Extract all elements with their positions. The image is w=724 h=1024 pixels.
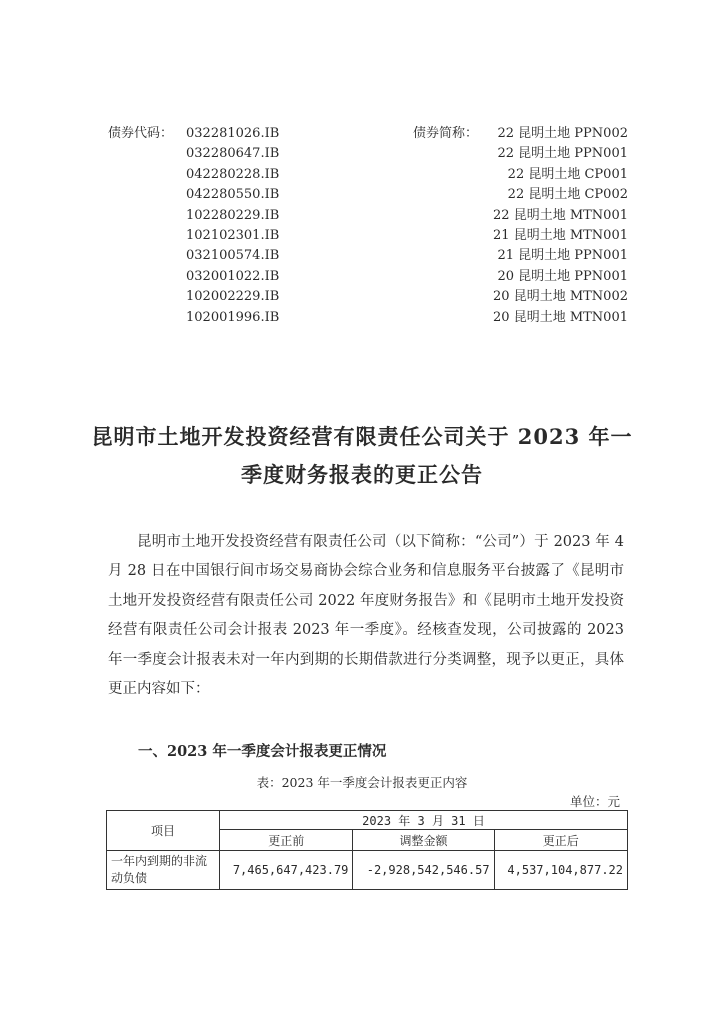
correction-table: [106, 810, 628, 890]
announcement-body: [108, 528, 624, 704]
title-line-2: 季度财务报表的更正公告: [241, 462, 483, 487]
bond-code: 032281026.IB: [186, 126, 280, 141]
bond-row: [108, 267, 628, 287]
bond-code: 032280647.IB: [186, 146, 280, 162]
bond-row: [108, 226, 628, 246]
title-line-1: 昆明市土地开发投资经营有限责任公司关于 2023 年一: [91, 424, 633, 449]
body-paragraph: 昆明市土地开发投资经营有限责任公司（以下简称：“公司”）于 2023 年 4 月 28 日在中国银行间市场交易商协会综合业务和信息服务平台披露了《昆明市土地开发投资经营有限责任公司 2022 年度财务报告》和《昆明市土地开发投资经营有限责任公司会计报表 2023 年一季度》。经核查发现，公司披露的 2023 年一季度会计报表未对一年内到期的长期借款进行分类调整，现予以更正，具体更正内容如下：: [108, 534, 624, 698]
bond-abbr: 20 昆明土地 PPN001: [497, 268, 628, 284]
column-header: 更正前: [220, 830, 353, 851]
column-header: 调整金额: [353, 830, 494, 851]
bond-row: [108, 308, 628, 328]
bond-abbr: 22 昆明土地 CP001: [507, 166, 628, 182]
bond-abbr: 20 昆明土地 MTN001: [493, 309, 628, 325]
table-unit: 单位：元: [569, 794, 620, 809]
cell-after: 4,537,104,877.22: [494, 851, 627, 890]
bond-abbr: 22 昆明土地 CP002: [507, 187, 628, 203]
bond-code: 032001022.IB: [186, 268, 280, 284]
bond-abbr-label: 债券简称：: [412, 126, 478, 141]
cell-adjustment: -2,928,542,546.57: [353, 851, 494, 890]
table-caption: 表：2023 年一季度会计报表更正内容: [256, 775, 468, 790]
bond-abbr: 21 昆明土地 MTN001: [493, 227, 628, 243]
bond-abbr: 22 昆明土地 MTN001: [493, 207, 628, 223]
date-header: 2023 年 3 月 31 日: [220, 811, 628, 830]
cell-before: 7,465,647,423.79: [220, 851, 353, 890]
bond-row: [108, 124, 628, 144]
bond-code: 042280550.IB: [186, 187, 280, 203]
bond-row: [108, 165, 628, 185]
bond-row: [108, 144, 628, 164]
bond-code: 102002229.IB: [186, 289, 280, 305]
row-item: 一年内到期的非流动负债: [107, 851, 220, 890]
bond-code: 042280228.IB: [186, 166, 280, 182]
column-header: 更正后: [494, 830, 627, 851]
bond-abbr: 22 昆明土地 PPN001: [497, 146, 628, 162]
bond-code: 102001996.IB: [186, 309, 280, 325]
bond-abbr: 22 昆明土地 PPN002: [497, 126, 628, 141]
table-row: [107, 851, 628, 890]
bond-row: [108, 246, 628, 266]
bond-code: 032100574.IB: [186, 248, 280, 264]
bond-row: [108, 206, 628, 226]
bond-code-list: [108, 124, 628, 328]
announcement-title: [60, 418, 664, 494]
bond-abbr: 20 昆明土地 MTN002: [493, 289, 628, 305]
bond-code-label: 债券代码：: [108, 126, 174, 141]
bond-code: 102102301.IB: [186, 227, 280, 243]
bond-row: [108, 185, 628, 205]
section-heading: 一、2023 年一季度会计报表更正情况: [138, 743, 387, 760]
bond-abbr: 21 昆明土地 PPN001: [497, 248, 628, 264]
item-header: 项目: [107, 811, 220, 851]
bond-code: 102280229.IB: [186, 207, 280, 223]
bond-row: [108, 287, 628, 307]
